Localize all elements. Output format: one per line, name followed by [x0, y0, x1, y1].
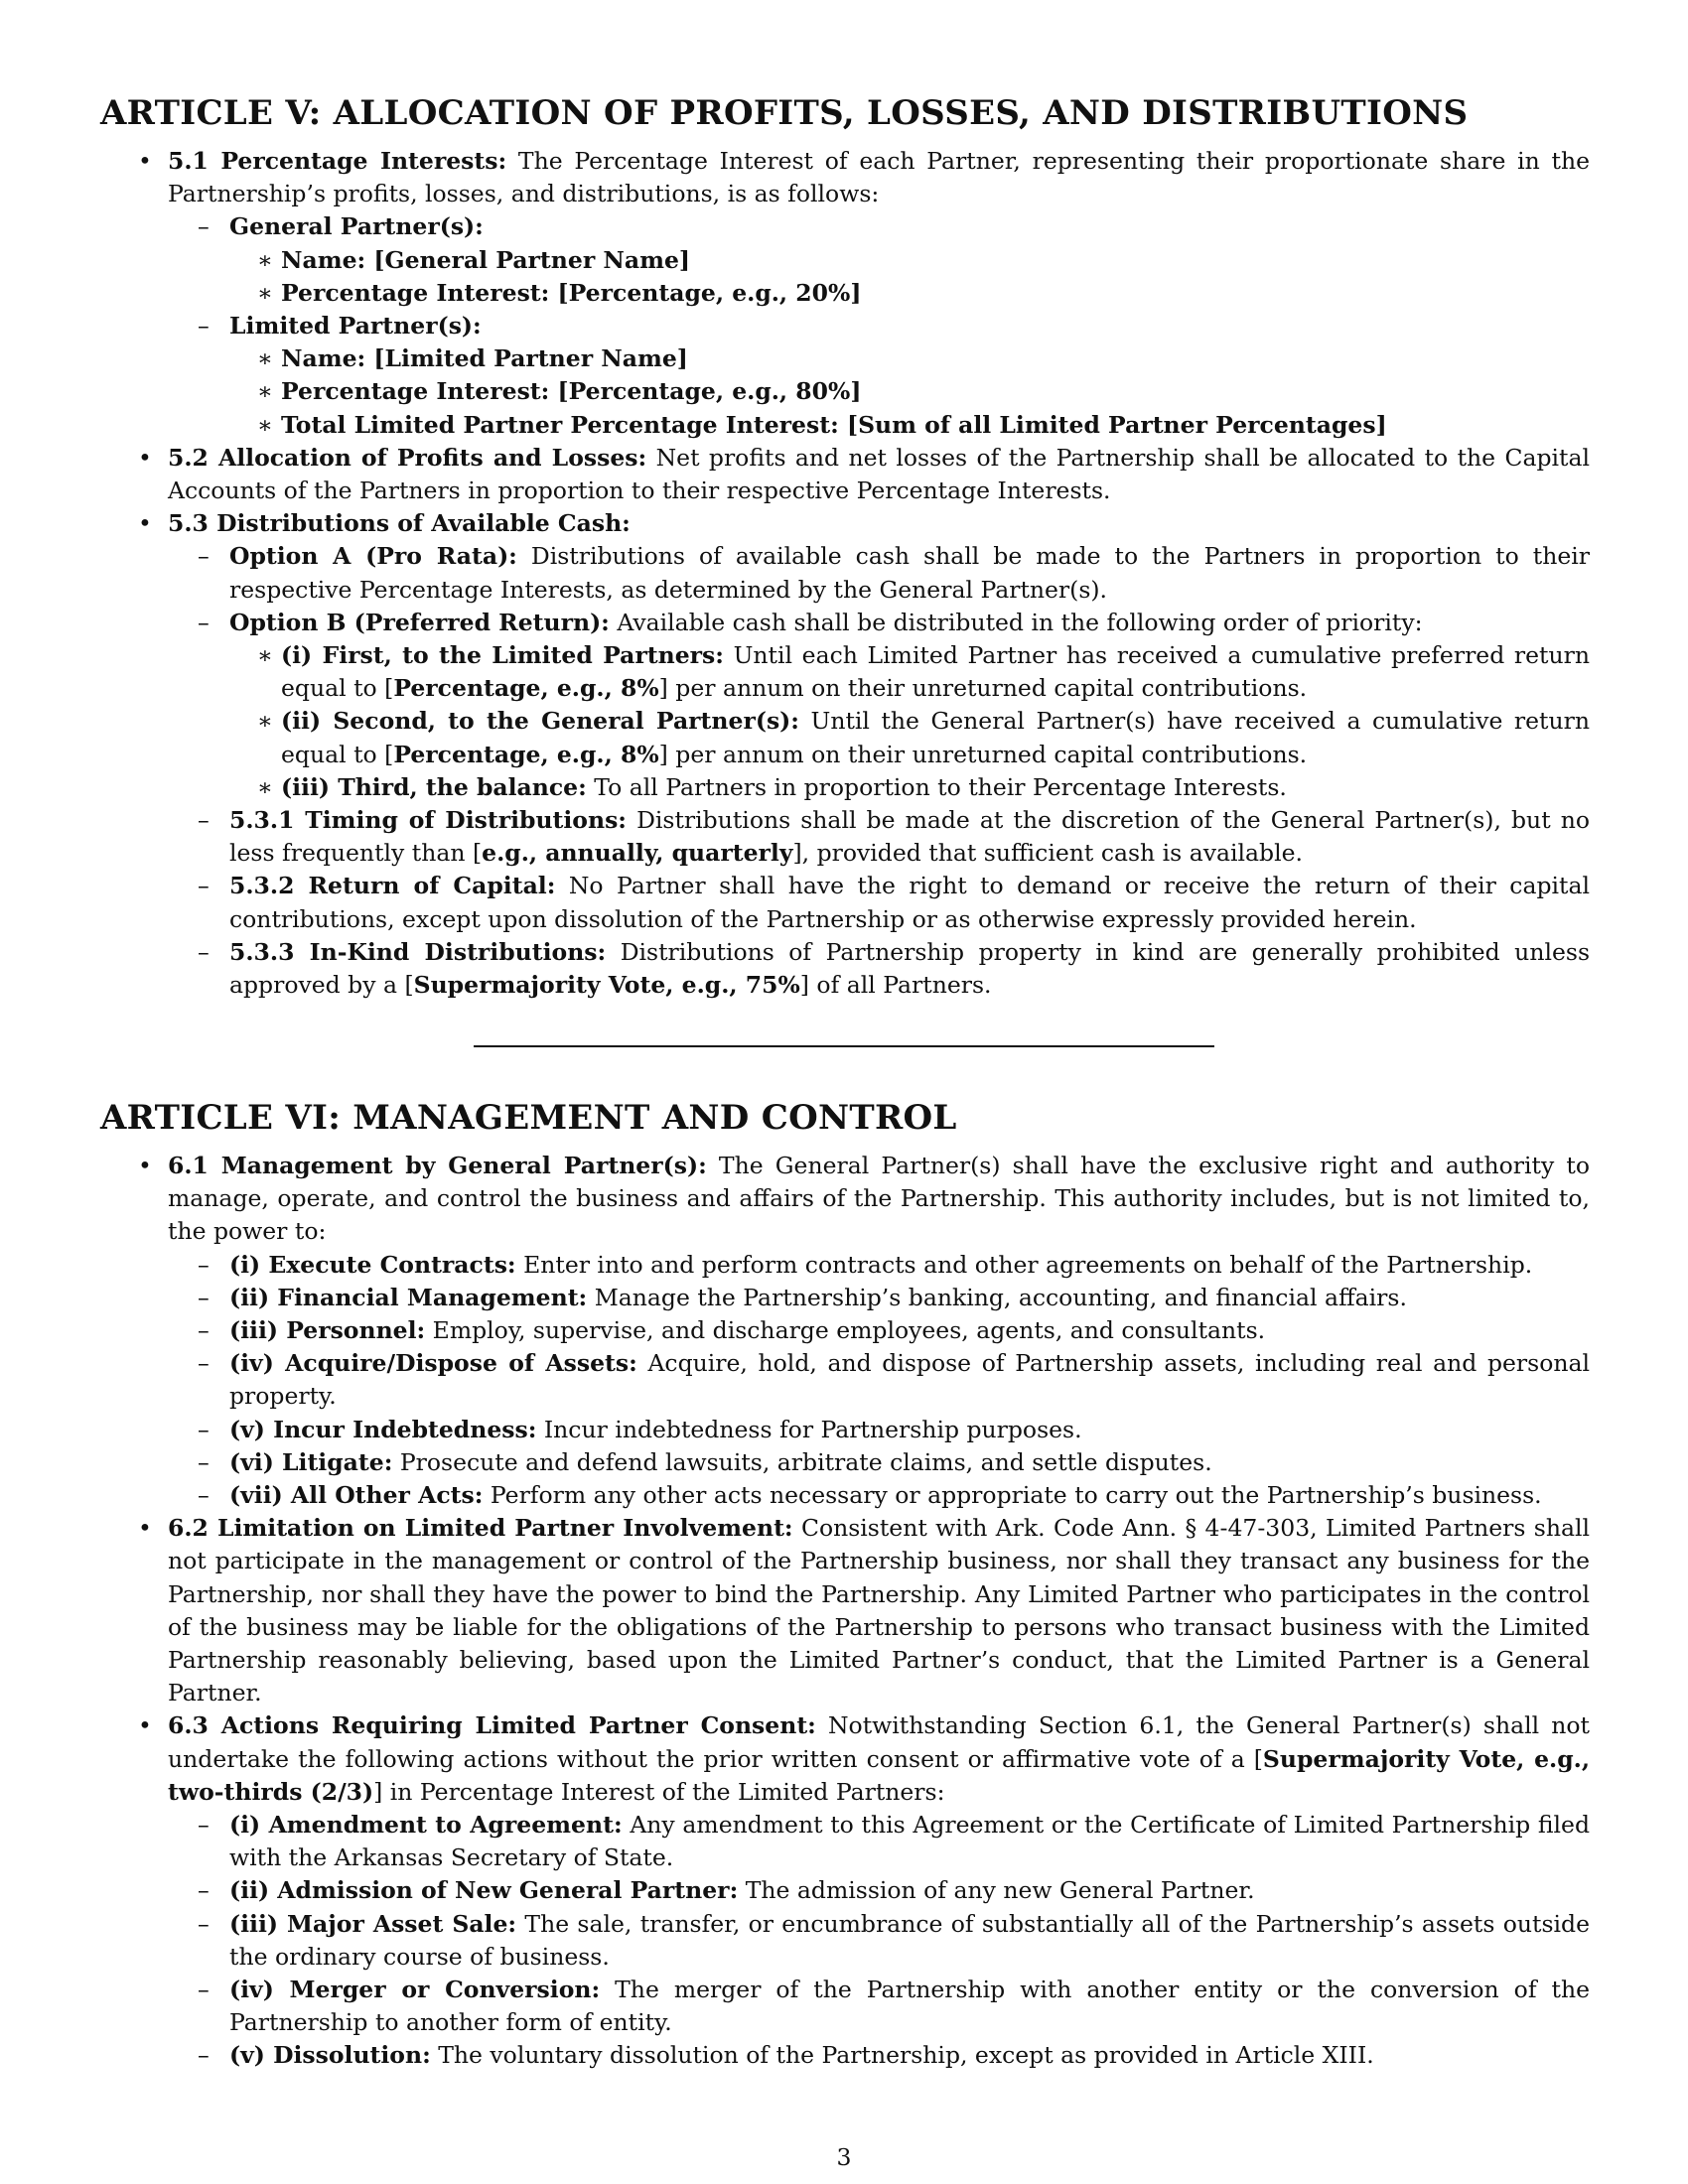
- section-5-3-3: [168, 936, 1590, 1002]
- general-partners-label: General Partner(s):: [229, 212, 484, 241]
- section-5-3-3-label: 5.3.3 In-Kind Distributions:: [229, 937, 607, 966]
- list-item-text: The merger of the Partnership with another entity or the conversion of the Partnership to another form of entity.: [229, 1976, 1590, 2037]
- option-a-label: Option A (Pro Rata):: [229, 542, 517, 571]
- section-5-2-text: Net profits and net losses of the Partnership shall be allocated to the Capital Accounts of the Partners in proportion to their respective Percentage Interests.: [168, 443, 1591, 505]
- list-item-label: (v) Incur Indebtedness:: [229, 1415, 537, 1443]
- general-partners-sublist: [229, 244, 1590, 310]
- option-b-item-ii-placeholder: Percentage, e.g., 8%: [393, 740, 659, 768]
- section-6-2: [100, 1512, 1590, 1709]
- section-5-1-text: The Percentage Interest of each Partner, representing their proportionate share in the Partnership’s profits, losses, and distributions, is as follows:: [168, 147, 1590, 208]
- limited-partner-name-text: Name: [Limited Partner Name]: [281, 344, 688, 373]
- list-item-text: Prosecute and defend lawsuits, arbitrate claims, and settle disputes.: [392, 1447, 1212, 1476]
- option-a: [168, 540, 1590, 606]
- section-6-3-sublist: [168, 1809, 1590, 2073]
- section-5-3-1-label: 5.3.1 Timing of Distributions:: [229, 806, 627, 835]
- article-6-list: [100, 1150, 1590, 2073]
- section-6-3-placeholder: Supermajority Vote, e.g., two-thirds (2/3): [168, 1744, 1591, 1806]
- section-6-2-text: Consistent with Ark. Code Ann. § 4-47-303, Limited Partners shall not participate in the management or control of the Partnership business, nor shall they transact any business for the Partnership, nor shall they have the power to bind the Partnership. Any Limited Partner who participates in the control of the business may be liable for the obligations of the Partnership to persons who transact business with the Limited Partnership reasonably believing, based upon the Limited Partner’s conduct, that the Limited Partner is a General Partner.: [168, 1514, 1590, 1707]
- list-item: [168, 1446, 1590, 1479]
- list-item-text: Manage the Partnership’s banking, accounting, and financial affairs.: [587, 1283, 1407, 1311]
- option-b-item-i-text-end: ] per annum on their unreturned capital contributions.: [658, 674, 1308, 703]
- section-6-3-text-end: ] in Percentage Interest of the Limited Partners:: [373, 1777, 945, 1806]
- section-6-1: [100, 1150, 1590, 1512]
- option-b-item-iii-text: To all Partners in proportion to their Percentage Interests.: [586, 772, 1287, 801]
- limited-partner-percentage: [229, 375, 1590, 408]
- section-6-3-text: Notwithstanding Section 6.1, the General Partner(s) shall not undertake the following actions without the prior written consent or affirmative vote of a [: [168, 1711, 1590, 1773]
- section-5-3-2: [168, 870, 1590, 935]
- list-item: [168, 1874, 1590, 1907]
- section-5-3-1-text-end: ], provided that sufficient cash is available.: [792, 839, 1303, 868]
- option-b-item-ii: [229, 705, 1590, 770]
- section-6-3: [100, 1709, 1590, 2072]
- option-b-sublist: [229, 639, 1590, 804]
- list-item-text: The sale, transfer, or encumbrance of substantially all of the Partnership’s assets outside the ordinary course of business.: [229, 1909, 1590, 1971]
- section-6-1-sublist: [168, 1249, 1590, 1513]
- list-item: [168, 1249, 1590, 1282]
- section-5-3-3-placeholder: Supermajority Vote, e.g., 75%: [413, 971, 800, 1000]
- list-item: [168, 1414, 1590, 1446]
- option-b-item-ii-label: (ii) Second, to the General Partner(s):: [281, 707, 799, 736]
- section-5-3-3-text-end: ] of all Partners.: [799, 971, 992, 1000]
- list-item-label: (ii) Admission of New General Partner:: [229, 1876, 739, 1905]
- option-b-item-ii-text: Until the General Partner(s) have received a cumulative return equal to [: [281, 707, 1590, 768]
- option-b-item-i-text: Until each Limited Partner has received a cumulative preferred return equal to [: [281, 641, 1590, 703]
- list-item-text: The voluntary dissolution of the Partnership, except as provided in Article XIII.: [430, 2041, 1374, 2070]
- article-6-heading: ARTICLE VI: MANAGEMENT AND CONTROL: [100, 1098, 957, 1138]
- list-item: [168, 2039, 1590, 2072]
- option-b-item-iii: [229, 771, 1590, 804]
- list-item: [168, 1282, 1590, 1314]
- section-5-1-label: 5.1 Percentage Interests:: [168, 147, 507, 175]
- option-b-item-ii-text-end: ] per annum on their unreturned capital contributions.: [658, 740, 1308, 768]
- general-partners-item: [168, 210, 1590, 310]
- section-5-3-2-text: No Partner shall have the right to demand or receive the return of their capital contributions, except upon dissolution of the Partnership or as otherwise expressly provided herein.: [229, 872, 1590, 933]
- list-item: [168, 1809, 1590, 1874]
- section-5-3-sublist: [168, 540, 1590, 1002]
- list-item-label: (iii) Major Asset Sale:: [229, 1909, 517, 1938]
- option-b-item-i-placeholder: Percentage, e.g., 8%: [393, 674, 659, 703]
- section-5-1-sublist: [168, 210, 1590, 441]
- option-b-item-i: [229, 639, 1590, 705]
- list-item: [168, 1974, 1590, 2039]
- list-item-text: The admission of any new General Partner.: [738, 1876, 1255, 1905]
- general-partner-percentage: [229, 277, 1590, 310]
- limited-partners-sublist: [229, 342, 1590, 442]
- section-5-3-1-placeholder: e.g., annually, quarterly: [482, 839, 793, 868]
- article-6: [100, 1096, 1590, 2073]
- limited-partner-percentage-text: Percentage Interest: [Percentage, e.g., 80%]: [281, 377, 862, 406]
- list-item-label: (iv) Acquire/Dispose of Assets:: [229, 1349, 637, 1378]
- section-6-1-label: 6.1 Management by General Partner(s):: [168, 1152, 707, 1179]
- option-b-item-i-label: (i) First, to the Limited Partners:: [281, 641, 724, 670]
- section-6-3-label: 6.3 Actions Requiring Limited Partner Consent:: [168, 1711, 816, 1740]
- option-b-label: Option B (Preferred Return):: [229, 608, 610, 636]
- limited-partner-name: [229, 342, 1590, 375]
- list-item-text: Acquire, hold, and dispose of Partnership assets, including real and personal property.: [229, 1349, 1591, 1411]
- list-item: [168, 1347, 1590, 1413]
- list-item-label: (v) Dissolution:: [229, 2041, 431, 2070]
- list-item-label: (i) Amendment to Agreement:: [229, 1811, 623, 1840]
- option-b: [168, 607, 1590, 804]
- list-item-text: Perform any other acts necessary or appropriate to carry out the Partnership’s business.: [483, 1481, 1542, 1510]
- section-5-3-label: 5.3 Distributions of Available Cash:: [168, 509, 631, 538]
- section-5-3-1-text: Distributions shall be made at the discretion of the General Partner(s), but no less frequently than [: [229, 806, 1590, 868]
- section-6-1-text: The General Partner(s) shall have the exclusive right and authority to manage, operate, and control the business and affairs of the Partnership. This authority includes, but is not limited to, the power to:: [168, 1152, 1590, 1246]
- list-item-label: (vii) All Other Acts:: [229, 1481, 484, 1510]
- section-5-1: [100, 145, 1590, 442]
- page-number: 3: [836, 2143, 852, 2171]
- list-item: [168, 1314, 1590, 1347]
- list-item: [168, 1908, 1590, 1974]
- section-divider: [474, 1045, 1214, 1047]
- option-b-item-iii-label: (iii) Third, the balance:: [281, 772, 587, 801]
- article-5-heading: ARTICLE V: ALLOCATION OF PROFITS, LOSSES, AND DISTRIBUTIONS: [100, 93, 1469, 133]
- section-6-2-label: 6.2 Limitation on Limited Partner Involvement:: [168, 1514, 793, 1543]
- section-5-3-2-label: 5.3.2 Return of Capital:: [229, 872, 556, 900]
- list-item-text: Employ, supervise, and discharge employees, agents, and consultants.: [425, 1316, 1266, 1345]
- list-item-label: (vi) Litigate:: [229, 1447, 393, 1476]
- list-item-text: Incur indebtedness for Partnership purposes.: [536, 1415, 1082, 1443]
- article-5-list: [100, 145, 1590, 1002]
- section-5-2: [100, 442, 1590, 507]
- list-item-label: (iii) Personnel:: [229, 1316, 426, 1345]
- limited-partners-label: Limited Partner(s):: [229, 312, 482, 341]
- limited-partner-total-text: Total Limited Partner Percentage Interest: [Sum of all Limited Partner Percentages]: [281, 410, 1387, 439]
- section-5-3-1: [168, 804, 1590, 870]
- list-item-label: (i) Execute Contracts:: [229, 1250, 516, 1279]
- list-item-text: Enter into and perform contracts and other agreements on behalf of the Partnership.: [515, 1250, 1533, 1279]
- section-5-3: [100, 507, 1590, 1002]
- section-5-3-3-text: Distributions of Partnership property in kind are generally prohibited unless approved by a [: [229, 937, 1590, 1000]
- general-partner-name: [229, 244, 1590, 277]
- list-item-label: (ii) Financial Management:: [229, 1283, 588, 1311]
- general-partner-percentage-text: Percentage Interest: [Percentage, e.g., 20%]: [281, 278, 862, 307]
- option-b-text: Available cash shall be distributed in the following order of priority:: [609, 608, 1423, 636]
- option-a-text: Distributions of available cash shall be made to the Partners in proportion to their respective Percentage Interests, as determined by the General Partner(s).: [229, 542, 1590, 604]
- limited-partners-item: [168, 310, 1590, 442]
- general-partner-name-text: Name: [General Partner Name]: [281, 245, 691, 274]
- list-item-text: Any amendment to this Agreement or the Certificate of Limited Partnership filed with the Arkansas Secretary of State.: [229, 1811, 1590, 1872]
- limited-partner-total: [229, 409, 1590, 442]
- section-5-2-label: 5.2 Allocation of Profits and Losses:: [168, 443, 647, 472]
- list-item-label: (iv) Merger or Conversion:: [229, 1976, 601, 2004]
- list-item: [168, 1479, 1590, 1512]
- article-5: [100, 91, 1590, 1002]
